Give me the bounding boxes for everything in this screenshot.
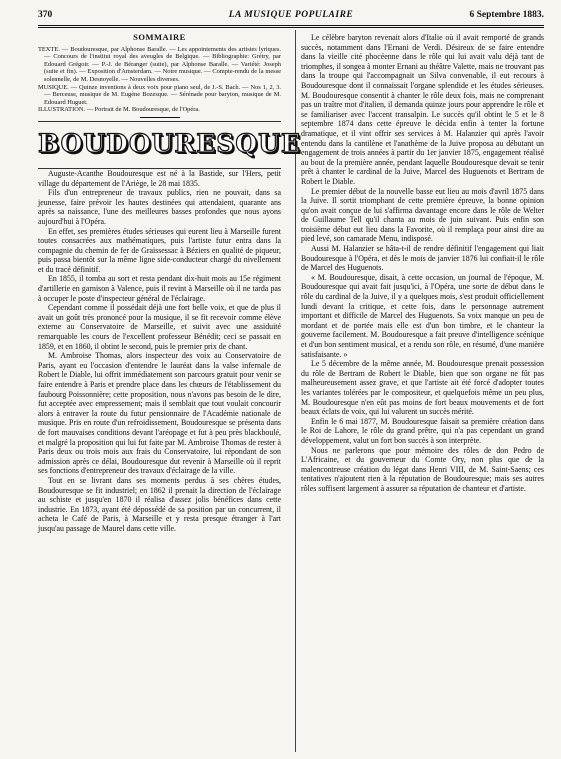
- article-paragraph: Nous ne parlerons que pour mémoire des rôles de don Pedro de L'Africaine, et du gouverneur du Comte Ory, non plus que de la malencontreuse création du légat dans Henri VIII, de M. Saint-Saens; ces tentatives n'ajoutent rien à la réputation de Boudouresque; mais ses autres rôles suffisent largement à assurer sa réputation de chanteur et d'artiste.: [301, 445, 544, 493]
- article-paragraph: Le 5 décembre de la même année, M. Boudouresque prenait possession du rôle de Bertram de Robert le Diable, bien que son organe ne fût pas malheureusement assez grave, et que l'artiste ait été forcé d'adopter toutes les variantes tolérées par le compositeur, et quelquefois même un peu plus, M. Boudouresque n'en eût pas moins de fort beaux mouvements et de fort beaux éclats de voix, qui lui valurent un succès mérité.: [301, 359, 544, 417]
- header-rule-top: [38, 25, 544, 26]
- left-article-body: [38, 169, 281, 534]
- article-paragraph: En effet, ses premières études sérieuses qui eurent lieu à Marseille furent toutes consacrées aux mathématiques, puis l'artiste futur entra dans la compagnie du chemin de fer de Graissessac à Béziers en qualité de piqueur, puis passa bientôt sur la même ligne side-conducteur chargé du nivellement et du tracé définitif.: [38, 226, 281, 274]
- article-paragraph: Aussi M. Halanzier se hâta-t-il de rendre définitif l'engagement qui liait Boudouresque à l'Opéra, et dès le mois de janvier 1876 lui confiait-il le rôle de Marcel des Huguenots.: [301, 244, 544, 273]
- right-article-body: [301, 33, 544, 494]
- article-paragraph: Enfin le 6 mai 1877, M. Boudouresque faisait sa première création dans le Roi de Lahore, le rôle du grand prêtre, qui n'a pas cependant un grand développement, valut un fort bon succès à son interprète.: [301, 416, 544, 445]
- article-paragraph: Le premier début de la nouvelle basse eut lieu au mois d'avril 1875 dans la Juive. Il sortit triomphant de cette première épreuve, la bonne opinion qu'on avait conçue de lui s'affirma davantage encore dans le rôle de Welter de Guillaume Tell qu'il chanta au mois de juin suivant. Puis enfin son troisième début eut lieu dans la Favorite, où il remplaça pour ainsi dire au pied levé, son camarade Menu, indisposé.: [301, 186, 544, 244]
- article-headline: BOUDOURESQUE: [38, 128, 301, 158]
- article-paragraph: Cependant comme il possédait déjà une fort belle voix, et que de plus il avait un goût très prononcé pour la musique, il se fit recevoir comme élève externe au Conservatoire de Marseille, et suivit avec une assiduité remarquable les cours de l'excellent professeur Bénédit; ceci se passait en 1859, et en 1860, il obtint le second, puis le premier prix de chant.: [38, 303, 281, 351]
- article-paragraph: Fils d'un entrepreneur de travaux publics, rien ne pouvait, dans sa jeunesse, faire prévoir les hautes destinées qui attendaient, quarante ans après sa naissance, l'une des meilleures basses profondes que nous ayons aujourd'hui à l'Opéra.: [38, 188, 281, 226]
- header-rule-bottom: [38, 27, 544, 28]
- article-paragraph: « M. Boudouresque, disait, à cette occasion, un journal de l'époque, M. Boudouresque qui avait fait jusqu'ici, à l'Opéra, une sorte de début dans le rôle du cardinal de la Juive, il y a quelques mois, s'est produit officiellement lundi devant la critique, et cette fois, dans le personnage autrement important et difficile de Marcel des Huguenots. Sa voix manque un peu de mordant et de portée mais elle est d'un bon timbre, et le chanteur la gouverne facilement. M. Boudouresque a fait preuve d'intelligence scénique et d'un bon sentiment musical, et a rendu son rôle, en résumé, d'une manière satisfaisante. »: [301, 272, 544, 359]
- sommaire-divider: [140, 117, 180, 118]
- sommaire-illustration: ILLUSTRATION. — Portrait de M. Boudouresque, de l'Opéra.: [38, 106, 200, 114]
- article-paragraph: Auguste-Acanthe Boudouresque est né à la Bastide, sur l'Hers, petit village du département de l'Ariège, le 28 mai 1835.: [38, 168, 281, 188]
- right-column: [301, 33, 544, 494]
- headline-frame: [38, 121, 301, 169]
- left-column: [38, 32, 301, 534]
- sommaire-texte: TEXTE. — Boudouresque, par Alphonse Baralle. — Les appointements des artistes lyriques. — Concours de l'institut royal des aveugles de Belgique. — Bibliographie: Grétry, par Edouard Grégoir. — P.-J. de Béranger (suite), par Alphonse Baralle. — Variété: Joseph (suite et fin). — Exposition d'Amsterdam. — Notre musique. — Compte-rendu de la messe solennelle, de M. Desnoyelle. — Nouvelles diverses.: [38, 45, 281, 83]
- article-paragraph: En 1855, il tomba au sort et resta pendant dix-huit mois au 15e régiment d'artillerie en garnison à Valence, puis il revint à Marseille où il ne tarda pas à occuper le poste d'inspecteur général de l'éclairage.: [38, 274, 281, 303]
- running-header: [38, 10, 544, 24]
- sommaire-title: SOMMAIRE: [133, 32, 186, 42]
- article-paragraph: M. Ambroise Thomas, alors inspecteur des voix au Conservatoire de Paris, ayant eu l'occasion d'entendre le lauréat dans la valse infernale de Robert le Diable, lui offrit immédiatement son parcours gratuit pour venir se faire entendre à Paris et prendre place dans les chœurs de l'établissement du faubourg Poissonnière; cette proposition, nous n'avons pas besoin de le dire, fut acceptée avec empressement; mais il semblait que tout voulait concourir alors à entraver la route du futur pensionnaire de l'Académie nationale de musique. Pris en route d'un refroidissement, Boudouresque se présenta dans de fort mauvaises conditions devant l'aréopage et fut à peu près blackboulé, et malgré la proposition qui lui fut faite par M. Ambroise Thomas de rester à Paris deux ou trois mois aux frais du Conservatoire, lui répondant de son admission après ce délai, Boudouresque dut revenir à Marseille où il reprit ses fonctions d'entrepreneur des travaux d'éclairage de la ville.: [38, 351, 281, 476]
- article-paragraph: Le célèbre baryton revenait alors d'Italie où il avait remporté de grands succès, notamment dans l'Ernani de Verdi. Désireux de se faire entendre dans la vieille cité phocéenne dans le rôle qui lui avait valu déjà tant de triomphes, il songea à monter Ernani au théâtre Valette, mais ne trouvant pas dans la troupe qui l'accompagnait un Silva convenable, il eut recours à Boudouresque dont il connaissait l'organe splendide et les études sérieuses. M. Boudouresque consentit à chanter le rôle deux fois, mais ne comprenant pas un traître mot d'italien, il demanda quinze jours pour apprendre le rôle et se familiariser avec l'accent transalpin. Le succès qu'il obtint le 5 et le 8 septembre 1874 dans cette épreuve le décida enfin à tenter la fortune dramatique, et il vint offrir ses services à M. Halanzier qui après l'avoir entendu dans la cantilène et l'anathème de la Juive proposa au débutant un engagement de trois années à partir du 1er janvier 1875, engagement réalisé au bout de la première année, pendant laquelle Boudouresque devait se tenir prêt à chanter le cardinal de la Juive, Marcel des Huguenots et Bertram de Robert le Diable.: [301, 33, 544, 186]
- issue-date: 6 Septembre 1883.: [469, 10, 544, 20]
- page-number: 370: [38, 10, 53, 20]
- article-paragraph: Tout en se livrant dans ses moments perdus à ses chères études, Boudouresque se fit industriel; en 1862 il prenait la direction de l'éclairage au schiste et jusqu'en 1870 il réalisa d'assez jolis bénéfices dans cette industrie. En 1873, ayant été dépossédé de sa position par un concurrent, il acheta le Café de Paris, à Marseille et y resta presque étranger à l'art jusqu'au passage de Maurel dans cette ville.: [38, 475, 281, 533]
- sommaire-musique: MUSIQUE. — Quinze inventions à deux voix pour piano seul, de J.-S. Bach. — Nos 1, 2, 3. — Berceuse, musique de M. Eugène Bozesque. — Sérénade pour baryton, musique de M. Edouard Huguet.: [38, 83, 281, 106]
- publication-title: LA MUSIQUE POPULAIRE: [228, 10, 354, 20]
